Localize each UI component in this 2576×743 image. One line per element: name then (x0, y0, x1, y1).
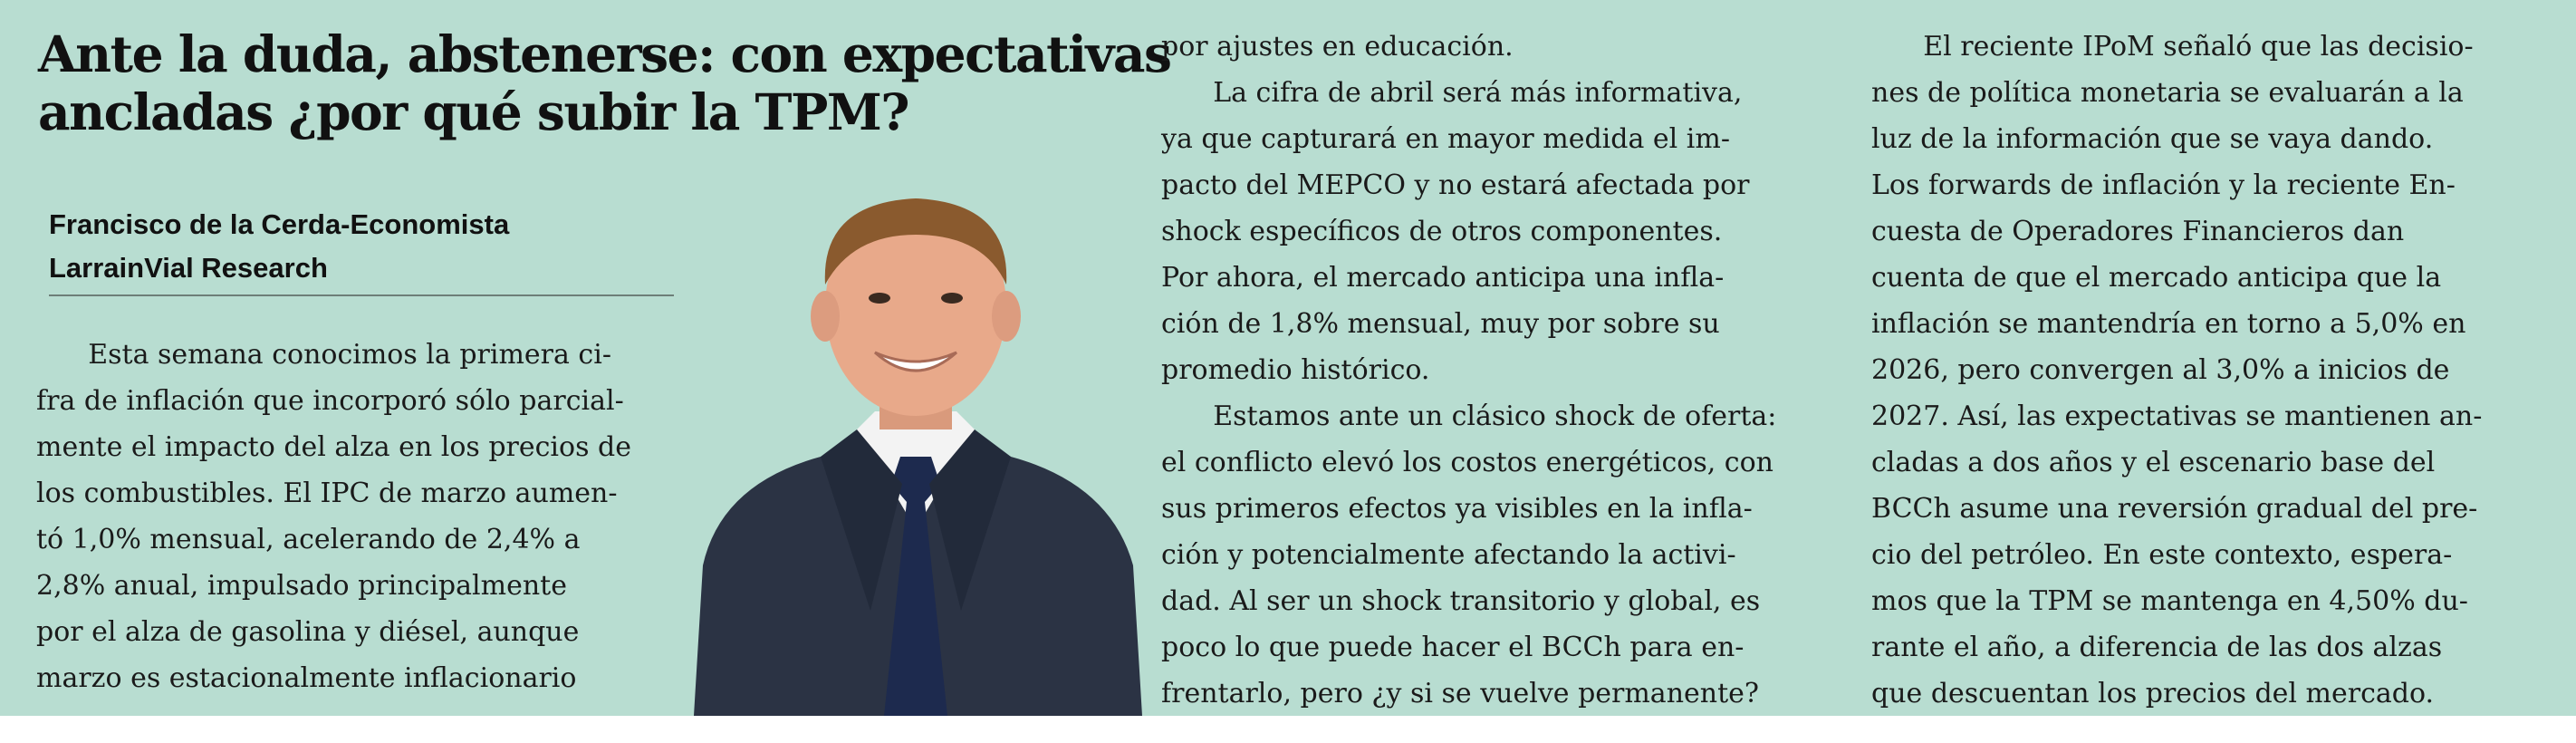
headline: Ante la duda, abstenerse: con expectativas ancladas ¿por qué subir la TPM? (38, 24, 1171, 141)
byline-divider (49, 294, 674, 296)
byline: Francisco de la Cerda-Economista LarrainVial Research (49, 208, 510, 284)
author-portrait (685, 185, 1147, 716)
article-column-3: El reciente IPoM señaló que las decisio- nes de política monetaria se evaluarán a la luz de la información que se vaya dando. Los forwards de inflación y la reciente En- cuesta de Operadores Financieros dan cuenta de que el mercado anticipa que la inflación se mantendría en torno a 5,0% en 2026, pero convergen al 3,0% a inicios de 2027. Así, las expectativas se mantienen an- cladas a dos años y el escenario base del BCCh asume una reversión gradual del pre- cio del petróleo. En este contexto, espera- mos que la TPM se mantenga en 4,50% du- rante el año, a diferencia de las dos alzas que descuentan los precios del mercado. (1871, 31, 2483, 709)
article-column-1: Esta semana conocimos la primera ci- fra de inflación que incorporó sólo parcial- mente el impacto del alza en los precios de los combustibles. El IPC de marzo aumen- tó 1,0% mensual, acelerando de 2,4% a 2,8% anual, impulsado principalmente por el alza de gasolina y diésel, aunque marzo es estacionalmente inflacionario (36, 339, 631, 694)
article-column-2: por ajustes en educación. La cifra de abril será más informativa, ya que capturará en mayor medida el im- pacto del MEPCO y no estará afectada por shock específicos de otros componentes. Por ahora, el mercado anticipa una infla- ción de 1,8% mensual, muy por sobre su promedio histórico. Estamos ante un clásico shock de oferta: el conflicto elevó los costos energéticos, con sus primeros efectos ya visibles en la infla- ción y potencialmente afectando la activi- dad. Al ser un shock transitorio y global, es poco lo que puede hacer el BCCh para en- frentarlo, pero ¿y si se vuelve permanente? (1161, 31, 1777, 709)
